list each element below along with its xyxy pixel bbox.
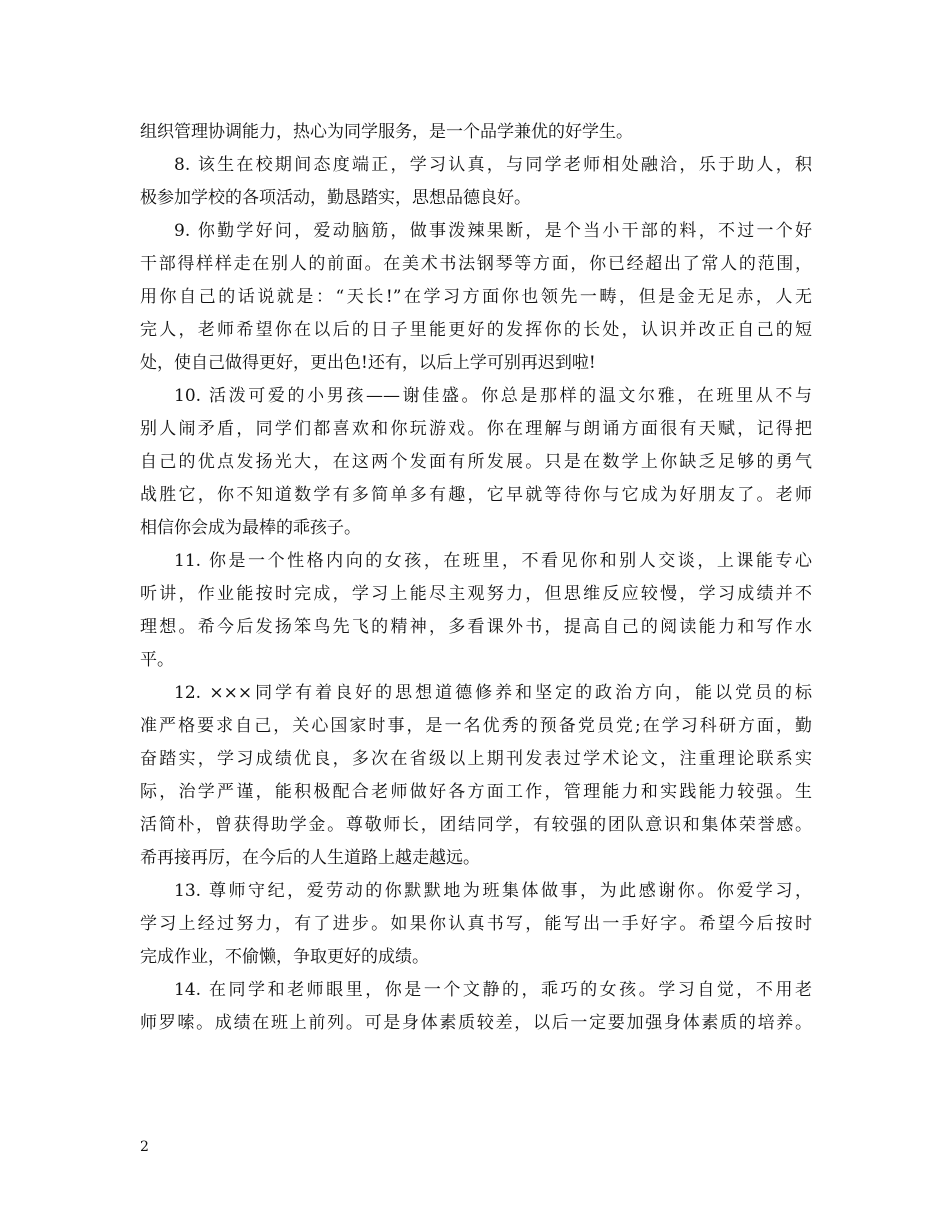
paragraph-item-13 xyxy=(140,875,812,974)
paragraph-item-12 xyxy=(140,677,812,875)
text-line: 干部得样样走在别人的前面。在美术书法钢琴等方面，你已经超出了常人的范围， xyxy=(140,254,812,274)
text-line: 11. 你是一个性格内向的女孩，在班里，不看见你和别人交谈，上课能专心 xyxy=(174,551,812,571)
paragraph-item-9 xyxy=(140,215,812,380)
text-line: 12. ×××同学有着良好的思想道德修养和坚定的政治方向，能以党员的标 xyxy=(174,683,812,703)
text-line: 13. 尊师守纪，爱劳动的你默默地为班集体做事，为此感谢你。你爱学习， xyxy=(174,881,812,901)
text-line: 14. 在同学和老师眼里，你是一个文静的，乖巧的女孩。学习自觉，不用老 xyxy=(174,980,812,1000)
text-line: 听讲，作业能按时完成，学习上能尽主观努力，但思维反应较慢，学习成绩并不 xyxy=(140,584,812,604)
text-line: 极参加学校的各项活动，勤恳踏实，思想品德良好。 xyxy=(140,188,531,208)
text-line: 别人闹矛盾，同学们都喜欢和你玩游戏。你在理解与朗诵方面很有天赋，记得把 xyxy=(140,419,812,439)
text-line: 9. 你勤学好问，爱动脑筋，做事泼辣果断，是个当小干部的料，不过一个好 xyxy=(174,221,812,241)
text-line: 活简朴，曾获得助学金。尊敬师长，团结同学，有较强的团队意识和集体荣誉感。 xyxy=(140,815,812,835)
text-line: 组织管理协调能力，热心为同学服务，是一个品学兼优的好学生。 xyxy=(140,122,633,142)
text-line: 学习上经过努力，有了进步。如果你认真书写，能写出一手好字。希望今后按时 xyxy=(140,914,812,934)
text-line: 际，治学严谨，能积极配合老师做好各方面工作，管理能力和实践能力较强。生 xyxy=(140,782,812,802)
text-line: 奋踏实，学习成绩优良，多次在省级以上期刊发表过学术论文，注重理论联系实 xyxy=(140,749,812,769)
text-line: 10. 活泼可爱的小男孩——谢佳盛。你总是那样的温文尔雅，在班里从不与 xyxy=(174,386,812,406)
text-line: 处，使自己做得更好，更出色!还有，以后上学可别再迟到啦! xyxy=(140,353,596,373)
paragraph-item-10 xyxy=(140,380,812,545)
text-line: 希再接再厉，在今后的人生道路上越走越远。 xyxy=(140,848,480,868)
paragraph xyxy=(140,116,812,149)
paragraph-item-14 xyxy=(140,974,812,1040)
document-body xyxy=(140,116,812,1040)
text-line: 准严格要求自己，关心国家时事，是一名优秀的预备党员党;在学习科研方面，勤 xyxy=(140,716,812,736)
text-line: 自己的优点发扬光大，在这两个发面有所发展。只是在数学上你缺乏足够的勇气 xyxy=(140,452,812,472)
text-line: 战胜它，你不知道数学有多简单多有趣，它早就等待你与它成为好朋友了。老师 xyxy=(140,485,812,505)
text-line: 用你自己的话说就是：“天长!”在学习方面你也领先一畴，但是金无足赤，人无 xyxy=(140,287,812,307)
text-line: 师罗嗦。成绩在班上前列。可是身体素质较差，以后一定要加强身体素质的培养。 xyxy=(140,1013,812,1033)
text-line: 8. 该生在校期间态度端正，学习认真，与同学老师相处融洽，乐于助人，积 xyxy=(174,155,812,175)
paragraph-item-11 xyxy=(140,545,812,677)
text-line: 平。 xyxy=(140,650,174,670)
text-line: 理想。希今后发扬笨鸟先飞的精神，多看课外书，提高自己的阅读能力和写作水 xyxy=(140,617,812,637)
paragraph-item-8 xyxy=(140,149,812,215)
text-line: 完成作业，不偷懒，争取更好的成绩。 xyxy=(140,947,429,967)
text-line: 完人，老师希望你在以后的日子里能更好的发挥你的长处，认识并改正自己的短 xyxy=(140,320,812,340)
page-number: 2 xyxy=(140,1139,149,1155)
text-line: 相信你会成为最棒的乖孩子。 xyxy=(140,518,361,538)
